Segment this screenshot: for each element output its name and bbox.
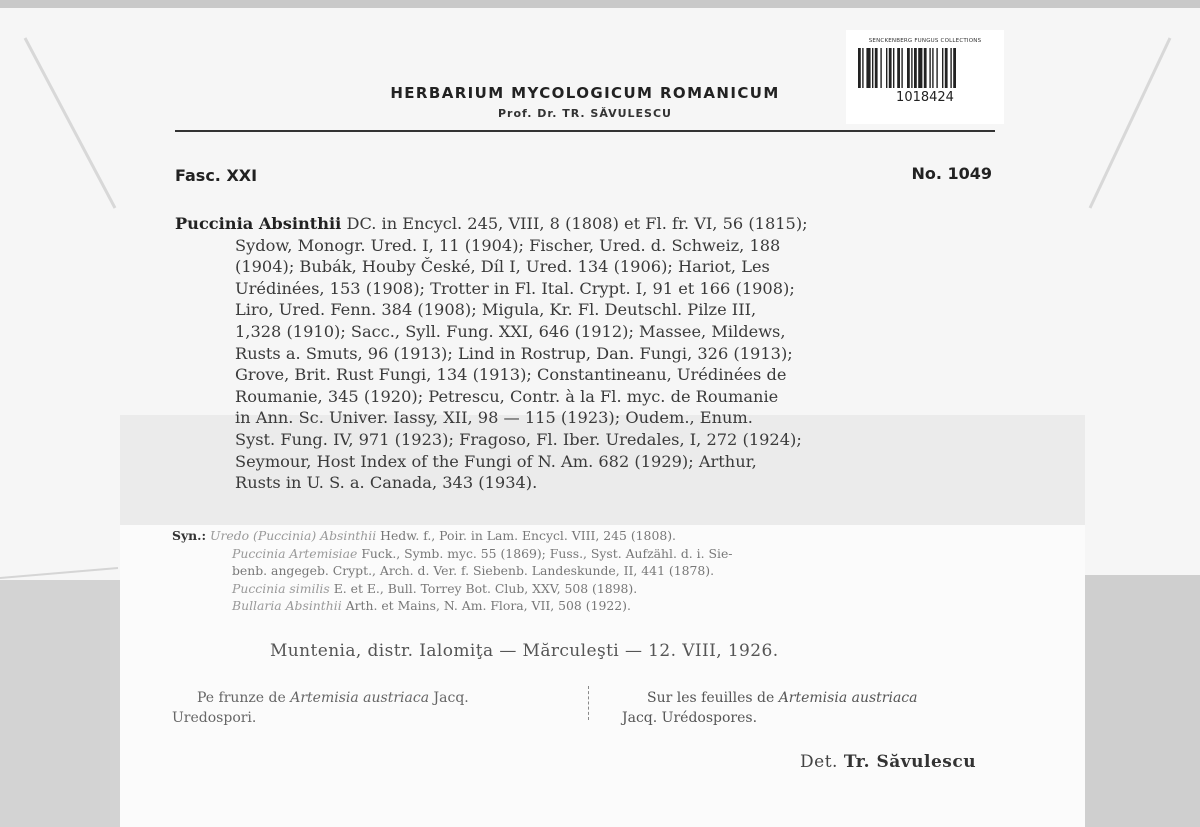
barcode-bar <box>924 48 927 88</box>
host-species: Artemisia austriaca <box>778 690 918 706</box>
language-divider <box>588 686 590 720</box>
host-line <box>172 688 572 708</box>
spore-stage: Jacq. Urédospores. <box>622 710 758 726</box>
citation-line: Sydow, Monogr. Ured. I, 11 (1904); Fischer, Ured. d. Schweiz, 188 <box>235 235 781 255</box>
synonym-name: Uredo (Puccinia) Absinthii <box>210 528 377 543</box>
synonym-line <box>172 562 1012 580</box>
barcode-bar <box>862 48 863 88</box>
determiner-name: Tr. Săvulescu <box>843 752 977 772</box>
synonym-text: benb. angegeb. Crypt., Arch. d. Ver. f. Siebenb. Landeskunde, II, 441 (1878). <box>232 563 715 579</box>
citation-text: DC. in Encycl. 245, VIII, 8 (1808) et Fl. fr. VI, 56 (1815); <box>346 214 808 233</box>
citation-line: Seymour, Host Index of the Fungi of N. Am. 682 (1929); Arthur, <box>235 451 757 471</box>
synonym-text: Hedw. f., Poir. in Lam. Encycl. VIII, 245 (1808). <box>376 528 676 543</box>
synonym-text: Fuck., Symb. myc. 55 (1869); Fuss., Syst. Aufzähl. d. i. Sie- <box>357 545 733 561</box>
envelope-shadow-left <box>0 580 120 827</box>
citation-line: (1904); Bubák, Houby České, Díl I, Ured. 134 (1906); Hariot, Les <box>235 257 770 277</box>
fascicle-label: Fasc. XXI <box>175 166 258 185</box>
synonym-text: Arth. et Mains, N. Am. Flora, VII, 508 (1922). <box>341 598 631 614</box>
synonym-text: E. et E., Bull. Torrey Bot. Club, XXV, 508 (1898). <box>329 580 638 596</box>
envelope-shadow-right <box>1085 575 1200 827</box>
citation-line: Urédinées, 153 (1908); Trotter in Fl. Ital. Crypt. I, 91 et 166 (1908); <box>235 278 795 298</box>
barcode-bar <box>907 48 910 88</box>
barcode-bar <box>929 48 930 88</box>
barcode-bar <box>911 48 912 88</box>
determiner-prefix: Det. <box>800 752 844 772</box>
citation-line: Rusts in U. S. a. Canada, 343 (1934). <box>235 473 538 493</box>
citation-line <box>175 213 997 235</box>
species-citation <box>175 213 997 494</box>
barcode-number: 1018424 <box>896 90 954 105</box>
citation-line: Grove, Brit. Rust Fungi, 134 (1913); Constantineanu, Urédinées de <box>235 365 787 385</box>
herbarium-title: HERBARIUM MYCOLOGICUM ROMANICUM <box>390 84 780 102</box>
synonym-line <box>172 545 1012 563</box>
barcode-bar <box>932 48 933 88</box>
barcode-bar <box>901 48 902 88</box>
synonyms-block <box>172 527 1012 615</box>
barcode-bar <box>893 48 894 88</box>
herbarium-curator: Prof. Dr. TR. SĂVULESCU <box>497 107 672 120</box>
synonym-line <box>172 597 1012 615</box>
host-french <box>622 688 1022 728</box>
barcode-bar <box>950 48 951 88</box>
synonym-name: Puccinia Artemisiae <box>232 545 358 561</box>
synonym-line <box>172 580 1012 598</box>
host-line <box>622 688 1022 708</box>
barcode-bar <box>866 48 870 88</box>
host-romanian <box>172 688 572 728</box>
exsiccata-number: No. 1049 <box>911 164 992 183</box>
barcode-icon <box>858 48 992 88</box>
barcode-sticker <box>846 30 1004 124</box>
citation-line: Syst. Fung. IV, 971 (1923); Fragoso, Fl. Iber. Uredales, I, 272 (1924); <box>235 429 802 449</box>
collection-locality: Muntenia, distr. Ialomiţa — Mărculeşti — 12. VIII, 1926. <box>270 641 779 661</box>
barcode-bar <box>918 48 922 88</box>
citation-line: Roumanie, 345 (1920); Petrescu, Contr. à la Fl. myc. de Roumanie <box>235 386 779 406</box>
barcode-bar <box>872 48 873 88</box>
synonyms-label: Syn.: <box>172 528 207 543</box>
citation-line: Rusts a. Smuts, 96 (1913); Lind in Rostrup, Dan. Fungi, 326 (1913); <box>235 343 793 363</box>
barcode-bar <box>858 48 861 88</box>
barcode-bar <box>942 48 943 88</box>
citation-line: 1,328 (1910); Sacc., Syll. Fung. XXI, 646 (1912); Massee, Mildews, <box>235 321 786 341</box>
citation-line: in Ann. Sc. Univer. Iassy, XII, 98 — 115 (1923); Oudem., Enum. <box>235 408 753 428</box>
citation-line: Liro, Ured. Fenn. 384 (1908); Migula, Kr. Fl. Deutschl. Pilze III, <box>235 300 757 320</box>
synonym-line <box>172 527 1012 545</box>
barcode-bar <box>897 48 900 88</box>
barcode-bar <box>875 48 878 88</box>
species-name: Puccinia Absinthii <box>175 214 342 233</box>
host-prefix: Pe frunze de <box>197 690 291 706</box>
barcode-bar <box>886 48 887 88</box>
determiner <box>800 752 976 772</box>
barcode-bar <box>914 48 917 88</box>
synonym-name: Puccinia similis <box>232 580 330 596</box>
host-species: Artemisia austriaca <box>290 690 430 706</box>
synonym-name: Bullaria Absinthii <box>232 598 342 614</box>
host-suffix: Jacq. <box>429 690 469 706</box>
barcode-bar <box>945 48 948 88</box>
host-prefix: Sur les feuilles de <box>647 690 779 706</box>
barcode-bar <box>880 48 881 88</box>
herbarium-label <box>118 20 1086 520</box>
barcode-caption: SENCKENBERG FUNGUS COLLECTIONS <box>868 38 982 44</box>
barcode-bar <box>953 48 956 88</box>
barcode-bar <box>936 48 937 88</box>
barcode-bar <box>889 48 892 88</box>
header-rule <box>175 130 995 132</box>
spore-stage: Uredospori. <box>172 710 257 726</box>
